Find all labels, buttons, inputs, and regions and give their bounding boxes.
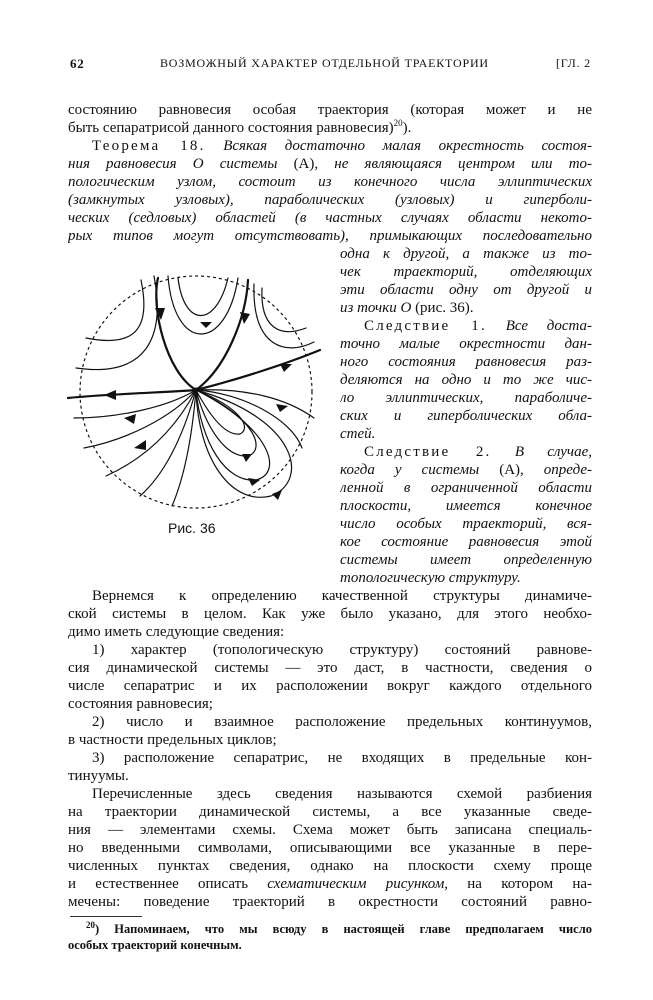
text-line: Перечисленные здесь сведения называются схемой разбиения <box>92 786 592 802</box>
theorem-line <box>340 280 592 300</box>
text-span: (A), <box>293 156 319 172</box>
theorem-line <box>68 190 592 210</box>
text-line: численных пунктах сведения, однако на плоскости схему проще <box>68 858 592 874</box>
theorem-line <box>68 226 592 246</box>
text-span: кое состояние равновесия этой <box>340 534 592 550</box>
text-span: плоскости, имеется конечное <box>340 498 592 514</box>
text-line: тинуумы. <box>68 768 129 784</box>
text-span: (замкнутых узловых), параболических (узловых) и гиперболи- <box>68 192 592 208</box>
text-span: быть сепаратрисой данного состояния равновесия) <box>68 120 394 136</box>
corollary-line <box>340 532 592 552</box>
trajectory-curve <box>196 390 314 418</box>
text-span: Всякая достаточно малая окрестность состоя- <box>223 138 592 154</box>
text-span: когда у системы <box>340 462 480 478</box>
text-span: точно малые окрестности дан- <box>340 336 592 352</box>
trajectory-curve <box>178 278 228 316</box>
text-line: в частности предельных циклов; <box>68 732 277 748</box>
text-line: 3) расположение сепаратрис, не входящих в предельные кон- <box>92 750 592 766</box>
text-span: ленной в ограниченной области <box>340 480 592 496</box>
text-line: ния — элементами схемы. Схема может быть записана специаль- <box>68 822 592 838</box>
text-span: эти области одну от другой и <box>340 282 592 298</box>
corollary-line <box>340 424 592 444</box>
text-span: (рис. 36). <box>415 300 474 316</box>
figure-caption: Рис. 36 <box>168 520 216 536</box>
running-title: ВОЗМОЖНЫЙ ХАРАКТЕР ОТДЕЛЬНОЙ ТРАЕКТОРИИ <box>160 56 489 70</box>
trajectory-curve <box>76 276 157 370</box>
text-span: (A), <box>499 462 524 478</box>
text-span: чек траекторий, отделяющих <box>340 264 592 280</box>
direction-arrow <box>200 322 212 328</box>
corollary-line <box>340 568 592 588</box>
text-line: Вернемся к определению качественной структуры динамиче- <box>92 588 592 604</box>
page-number: 62 <box>70 56 85 71</box>
text-span: деляются на одно и то же чис- <box>340 372 592 388</box>
text-span: ния равновесия O системы <box>68 156 278 172</box>
footnote-line: особых траекторий конечным. <box>68 938 242 952</box>
direction-arrow <box>276 404 288 412</box>
trajectory-curve <box>262 288 306 332</box>
trajectory-curve <box>254 284 314 348</box>
text-span: из точки O <box>340 300 412 316</box>
text-span: на котором на- <box>467 876 592 892</box>
direction-arrow <box>124 414 136 424</box>
text-span: топологическую структуру. <box>340 570 521 586</box>
text-span: ного состояния равновесия раз- <box>340 354 592 370</box>
trajectory-curve <box>172 390 196 506</box>
text-line: состоянию равновесия особая траектория (которая может и не <box>68 102 592 118</box>
direction-arrow <box>242 454 252 462</box>
corollary-label: Следствие 1. <box>364 318 487 334</box>
direction-arrow <box>280 364 292 372</box>
corollary-line <box>340 334 592 354</box>
text-line: димо иметь следующие сведения: <box>68 624 285 640</box>
corollary-line <box>340 460 592 480</box>
corollary-line <box>340 550 592 570</box>
text-span: стей. <box>340 426 376 442</box>
text-span: число особых траекторий, вся- <box>340 516 592 532</box>
footnote-ref: 20 <box>393 118 403 128</box>
text-span: примыкающих последовательно <box>369 228 592 244</box>
theorem-line <box>68 154 592 174</box>
text-span: одна к другой, а также из то- <box>340 246 592 262</box>
text-span: ческих (седловых) областей (в частных случаях области некото- <box>68 210 592 226</box>
theorem-line <box>68 172 592 192</box>
theorem-line <box>340 262 592 282</box>
text-span: ). <box>402 120 412 136</box>
text-span: рых типов могут отсутствовать), <box>68 228 349 244</box>
chapter-label: [ГЛ. 2 <box>556 56 591 70</box>
theorem-label: Теорема 18. <box>92 138 206 154</box>
direction-arrow <box>134 440 146 450</box>
footnote-mark: 20 <box>86 919 95 930</box>
corollary-line <box>340 370 592 390</box>
equilibrium-point <box>194 388 199 393</box>
text-span: Все доста- <box>505 318 592 334</box>
footnote-text: ) Напоминаем, что мы всюду в настоящей главе предполагаем число <box>95 922 592 936</box>
corollary-line <box>340 388 592 408</box>
text-span: и естественнее описать <box>68 876 249 892</box>
trajectory-curve <box>86 280 144 341</box>
corollary-label: Следствие 2. <box>364 444 492 460</box>
direction-arrow <box>104 390 116 400</box>
theorem-line <box>340 298 592 318</box>
text-line: состояния равновесия; <box>68 696 213 712</box>
text-span: системы имеет определенную <box>340 552 592 568</box>
text-line: 2) число и взаимное расположение предельных континуумов, <box>92 714 592 730</box>
text-span: В случае, <box>514 444 592 460</box>
corollary-line <box>340 316 592 336</box>
text-line <box>68 874 592 894</box>
corollary-line <box>340 478 592 498</box>
theorem-line <box>340 244 592 264</box>
text-line: 1) характер (топологическую структуру) состояний равнове- <box>92 642 592 658</box>
text-span: ских и гиперболических обла- <box>340 408 592 424</box>
text-line: мечены: поведение траекторий в окрестности состояний равно- <box>68 894 592 910</box>
corollary-line <box>340 442 592 462</box>
phase-portrait-figure <box>66 268 328 514</box>
text-span: ло эллиптических, параболиче- <box>340 390 592 406</box>
text-line: на траектории динамической системы, а все указанные сведе- <box>68 804 592 820</box>
separatrix-curve <box>68 390 196 398</box>
separatrix-curve <box>156 278 196 390</box>
corollary-line <box>340 514 592 534</box>
theorem-line <box>68 208 592 228</box>
text-span: опреде- <box>543 462 592 478</box>
text-line <box>68 118 592 138</box>
direction-arrow <box>272 490 282 500</box>
theorem-line <box>68 136 592 156</box>
text-span: схематическим рисунком, <box>267 876 449 892</box>
trajectory-curve <box>140 390 196 496</box>
text-line: числе сепаратрис и их расположении вокруг каждого отдельного <box>68 678 592 694</box>
footnote-line <box>68 921 592 937</box>
text-span: пологическим узлом, состоит из конечного числа эллиптических <box>68 174 592 190</box>
text-line: сия динамической системы — это даст, в частности, сведения о <box>68 660 592 676</box>
corollary-line <box>340 406 592 426</box>
corollary-line <box>340 352 592 372</box>
footnote-rule <box>70 916 142 917</box>
text-span: не являющаяся центром или то- <box>334 156 592 172</box>
text-line: но введенными символами, описывающими все указанные в пере- <box>68 840 592 856</box>
text-line: ской системы в целом. Как уже было указано, для этого необхо- <box>68 606 592 622</box>
corollary-line <box>340 496 592 516</box>
